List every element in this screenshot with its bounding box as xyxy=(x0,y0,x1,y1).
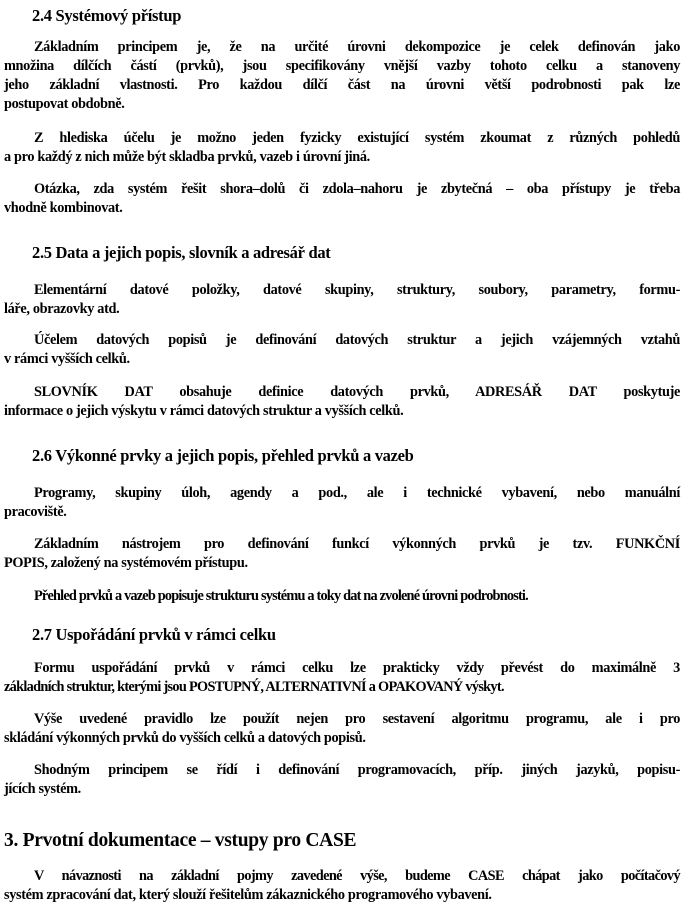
paragraph xyxy=(4,383,680,421)
text-line: postupovat obdobně. xyxy=(4,96,125,112)
section-heading-2-6: 2.6 Výkonné prvky a jejich popis, přehled prvků a vazeb xyxy=(32,446,414,465)
text-line: a pro každý z nich může být skladba prvků, vazeb i úrovní jiná. xyxy=(4,149,370,165)
paragraph xyxy=(4,587,680,606)
text-line: Elementární datové položky, datové skupiny, struktury, soubory, parametry, formu- xyxy=(34,282,680,298)
text-line: Otázka, zda systém řešit shora–dolů či zdola–nahoru je zbytečná – oba přístupy je třeba xyxy=(34,181,680,197)
text-line: Základním principem je, že na určité úrovni dekompozice je celek definován jako xyxy=(34,39,680,55)
text-line: jeho základní vlastnosti. Pro každou dílčí část na úrovni větší podrobnosti pak lze xyxy=(4,77,680,93)
section-heading-2-4: 2.4 Systémový přístup xyxy=(32,6,182,25)
text-line: láře, obrazovky atd. xyxy=(4,301,120,317)
section-heading-2-5: 2.5 Data a jejich popis, slovník a adresář dat xyxy=(32,243,331,262)
paragraph xyxy=(4,38,680,114)
paragraph xyxy=(4,281,680,319)
text-line: jících systém. xyxy=(4,781,81,797)
text-line: V návaznosti na základní pojmy zavedené výše, budeme CASE chápat jako počítačový xyxy=(34,868,680,884)
paragraph xyxy=(4,659,680,697)
text-line: Z hlediska účelu je možno jeden fyzicky existující systém zkoumat z různých pohledů xyxy=(34,130,680,146)
section-heading-2-7: 2.7 Uspořádání prvků v rámci celku xyxy=(32,625,276,644)
text-line: Formu uspořádání prvků v rámci celku lze prakticky vždy převést do maximálně 3 xyxy=(34,660,680,676)
paragraph xyxy=(4,331,680,369)
text-line: Účelem datových popisů je definování datových struktur a jejich vzájemných vztahů xyxy=(34,332,680,348)
text-line: informace o jejich výskytu v rámci datových struktur a vyšších celků. xyxy=(4,403,404,419)
text-line: Programy, skupiny úloh, agendy a pod., ale i technické vybavení, nebo manuální xyxy=(34,485,680,501)
text-line: Shodným principem se řídí i definování programovacích, příp. jiných jazyků, popisu- xyxy=(34,762,680,778)
text-line: SLOVNÍK DAT obsahuje definice datových prvků, ADRESÁŘ DAT poskytuje xyxy=(34,384,680,400)
paragraph xyxy=(4,761,680,799)
chapter-heading-3: 3. Prvotní dokumentace – vstupy pro CASE xyxy=(4,830,357,851)
text-line: v rámci vyšších celků. xyxy=(4,351,130,367)
paragraph xyxy=(4,710,680,748)
text-line: vhodně kombinovat. xyxy=(4,200,123,216)
text-line: Základním nástrojem pro definování funkcí výkonných prvků je tzv. FUNKČNÍ xyxy=(34,536,680,552)
text-line: množina dílčích částí (prvků), jsou specifikovány vnější vazby tohoto celku a stanoveny xyxy=(4,58,680,74)
text-line: skládání výkonných prvků do vyšších celků a datových popisů. xyxy=(4,730,366,746)
paragraph xyxy=(4,180,680,218)
paragraph xyxy=(4,129,680,167)
paragraph xyxy=(4,867,680,905)
text-line: Výše uvedené pravidlo lze použít nejen pro sestavení algoritmu programu, ale i pro xyxy=(34,711,680,727)
paragraph xyxy=(4,484,680,522)
text-line: POPIS, založený na systémovém přístupu. xyxy=(4,555,248,571)
text-line: Přehled prvků a vazeb popisuje strukturu systému a toky dat na zvolené úrovni podrobnosti. xyxy=(34,588,528,604)
text-line: základních struktur, kterými jsou POSTUPNÝ, ALTERNATIVNÍ a OPAKOVANÝ výskyt. xyxy=(4,679,504,695)
text-line: pracoviště. xyxy=(4,504,67,520)
paragraph xyxy=(4,535,680,573)
text-line: systém zpracování dat, který slouží řešitelům zákaznického programového vybavení. xyxy=(4,887,492,903)
